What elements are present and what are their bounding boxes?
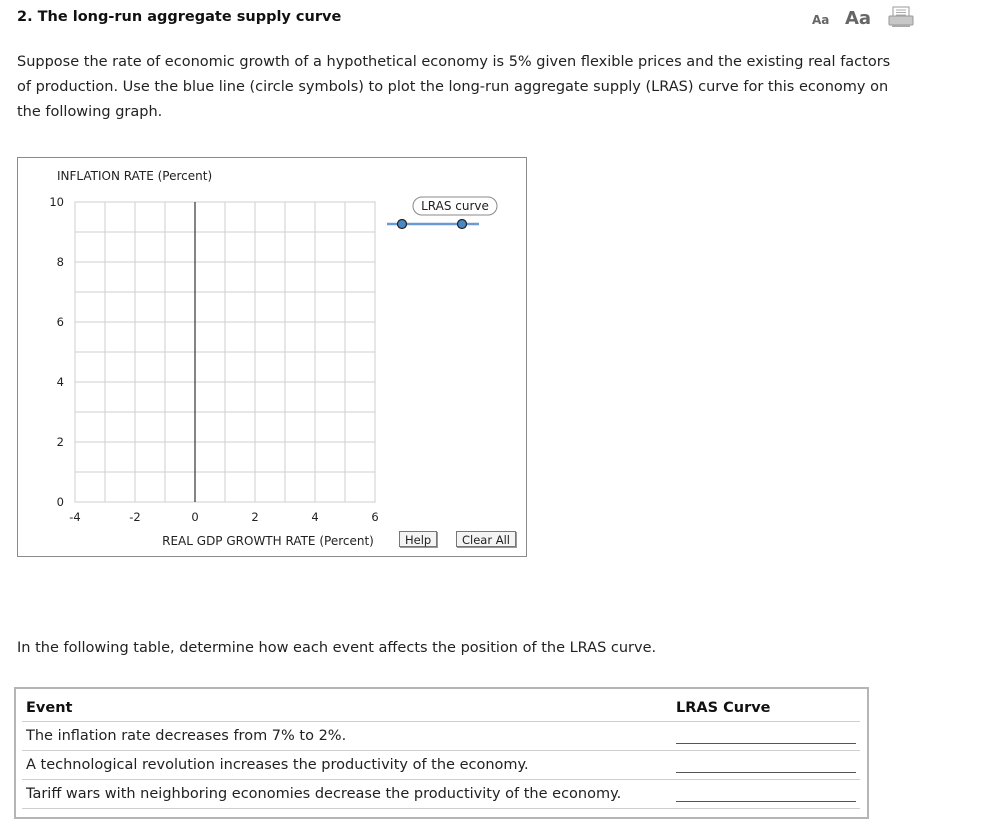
x-tick-label: 6 bbox=[371, 510, 379, 524]
header-lras-curve: LRAS Curve bbox=[672, 695, 860, 722]
table-header-row bbox=[22, 695, 860, 722]
event-text: The inflation rate decreases from 7% to 2%. bbox=[22, 722, 672, 751]
lras-answer-select[interactable] bbox=[676, 787, 856, 802]
table-row bbox=[22, 722, 860, 751]
graph-grid bbox=[75, 202, 375, 502]
events-table-panel bbox=[14, 687, 869, 819]
x-tick-label: 0 bbox=[191, 510, 199, 524]
legend-marker-start[interactable] bbox=[398, 220, 407, 229]
print-icon[interactable] bbox=[888, 6, 914, 32]
x-tick-label: 2 bbox=[251, 510, 259, 524]
y-tick-label: 0 bbox=[56, 495, 64, 509]
lras-answer-select[interactable] bbox=[676, 758, 856, 773]
help-button[interactable]: Help bbox=[399, 531, 437, 547]
x-axis-title: REAL GDP GROWTH RATE (Percent) bbox=[162, 534, 374, 548]
header-event: Event bbox=[22, 695, 672, 722]
events-table bbox=[22, 695, 860, 809]
question-title: 2. The long-run aggregate supply curve bbox=[17, 9, 342, 25]
lras-graph[interactable] bbox=[18, 158, 526, 556]
legend-label: LRAS curve bbox=[421, 199, 489, 213]
y-tick-label: 2 bbox=[56, 435, 64, 449]
clear-all-button[interactable]: Clear All bbox=[456, 531, 516, 547]
y-tick-label: 10 bbox=[49, 195, 64, 209]
x-tick-label: 4 bbox=[311, 510, 319, 524]
lras-legend[interactable] bbox=[387, 197, 497, 229]
y-tick-label: 8 bbox=[56, 255, 64, 269]
y-tick-label: 6 bbox=[56, 315, 64, 329]
graph-panel bbox=[17, 157, 527, 557]
x-tick-label: -4 bbox=[69, 510, 81, 524]
lras-answer-select[interactable] bbox=[676, 729, 856, 744]
table-intro: In the following table, determine how each event affects the position of the LRAS curve. bbox=[17, 640, 657, 656]
table-row bbox=[22, 780, 860, 809]
question-intro: Suppose the rate of economic growth of a hypothetical economy is 5% given flexible prices and the existing real factors of production. Use the blue line (circle symbols) to plot the long-run aggregate supply (LRAS) curve for this economy on the following graph. bbox=[17, 54, 891, 120]
y-axis-title: INFLATION RATE (Percent) bbox=[57, 169, 213, 183]
legend-marker-end[interactable] bbox=[458, 220, 467, 229]
y-tick-label: 4 bbox=[56, 375, 64, 389]
table-row bbox=[22, 751, 860, 780]
font-size-small-button[interactable]: Aa bbox=[812, 13, 830, 27]
font-size-large-button[interactable]: Aa bbox=[845, 8, 872, 29]
event-text: Tariff wars with neighboring economies decrease the productivity of the economy. bbox=[22, 780, 672, 809]
x-tick-label: -2 bbox=[129, 510, 141, 524]
event-text: A technological revolution increases the productivity of the economy. bbox=[22, 751, 672, 780]
